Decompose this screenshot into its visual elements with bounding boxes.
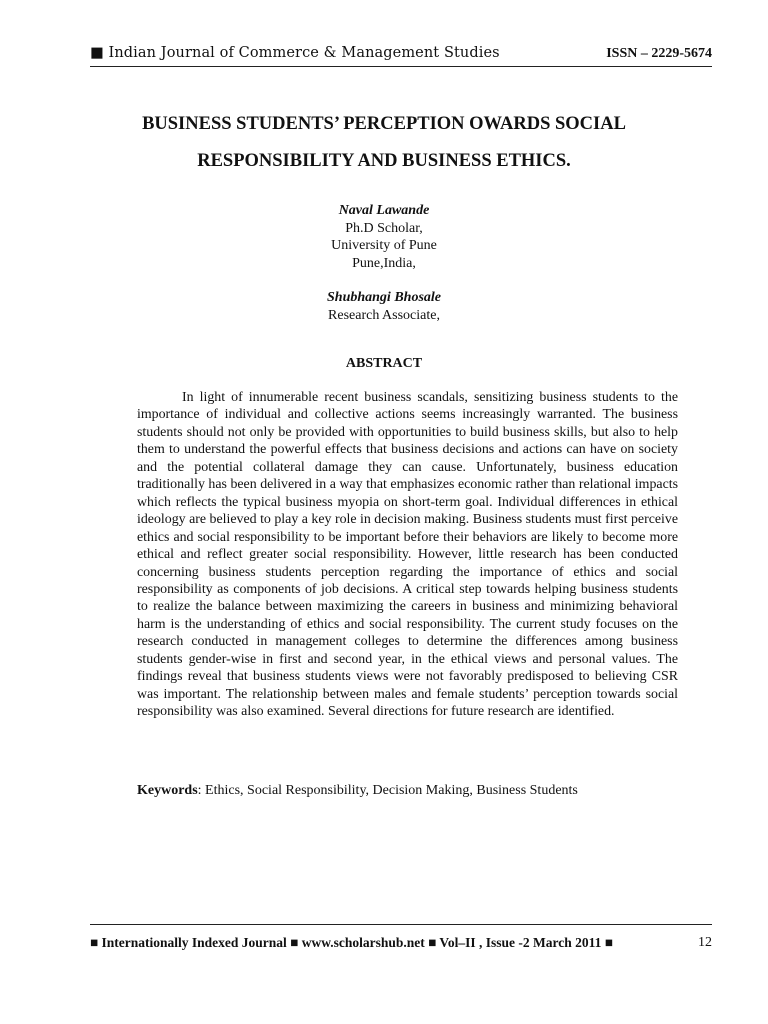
- author-affiliation: Ph.D Scholar,: [345, 220, 423, 236]
- keywords-label: Keywords: [137, 783, 198, 798]
- author-affiliation: Research Associate,: [328, 307, 440, 323]
- abstract-text: In light of innumerable recent business scandals, sensitizing business students to the importance of individual and collective actions seems increasingly warranted. The business students should not only be provided with opportunities to build business skills, but also to help them to understand the powerful effects that business decisions and actions can have on society and the potential collateral damage they can cause. Unfortunately, business education traditionally has been delivered in a way that emphasizes economic rather than relational impacts which reflects the typical business myopia on short-term goal. Individual differences in ethical ideology are believed to play a key role in decision making. Business students must first perceive ethics and social responsibility to be important before their behaviors are likely to become more ethical and reflect greater social responsibility. However, little research has been conducted concerning business students perception regarding the importance of ethics and social responsibility as components of job decisions. A critical step towards helping business students to realize the balance between maximizing the careers in business and minimizing behavioral harm is the understanding of ethics and social responsibility. The current study focuses on the research conducted in management colleges to determine the differences among business students gender-wise in first and second year, in the ethical views and personal values. The findings reveal that business students views were not favorably predisposed to believing CSR was important. The relationship between males and female students’ perception towards social responsibility was also examined. Several directions for future research are identified.: [137, 390, 678, 720]
- abstract-heading: ABSTRACT: [345, 356, 423, 371]
- author-affiliation: University of Pune: [331, 238, 437, 253]
- author-affiliation: Pune,India,: [352, 255, 416, 271]
- title-line-1: BUSINESS STUDENTS’ PERCEPTION OWARDS SOCIAL: [142, 114, 626, 134]
- issn-number: ISSN – 2229-5674: [606, 46, 712, 61]
- title-line-2: RESPONSIBILITY AND BUSINESS ETHICS.: [197, 151, 571, 171]
- journal-name: ■ Indian Journal of Commerce & Management Studies: [90, 45, 500, 61]
- keywords-value: : Ethics, Social Responsibility, Decision Making, Business Students: [197, 783, 578, 798]
- author-name: Shubhangi Bhosale: [327, 290, 441, 305]
- running-footer: [90, 924, 712, 950]
- keywords: [137, 783, 678, 799]
- paper-title: [100, 106, 668, 180]
- author-block: [200, 202, 568, 324]
- running-header: [90, 44, 712, 67]
- author-name: Naval Lawande: [338, 203, 430, 218]
- footer-journal-info: ■ Internationally Indexed Journal ■ www.scholarshub.net ■ Vol–II , Issue -2 March 2011 ■: [90, 935, 613, 950]
- page-number: 12: [698, 935, 712, 950]
